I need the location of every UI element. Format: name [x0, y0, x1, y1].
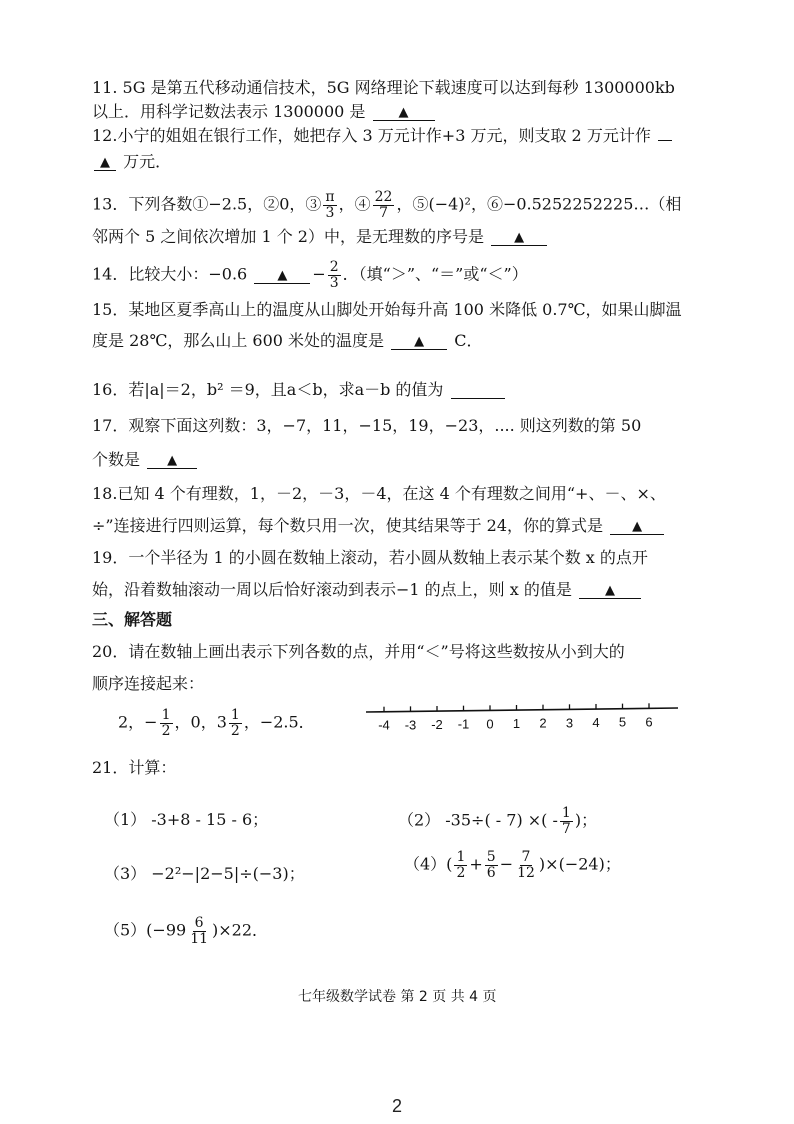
- q12-answer-blank-start[interactable]: [658, 140, 672, 141]
- page-footer: 七年级数学试卷 第 2 页 共 4 页: [298, 989, 497, 1005]
- q13-part-c: ，⑤(−4)²，⑥−0.5252252225…（相: [396, 194, 682, 214]
- number-line[interactable]: [360, 700, 690, 742]
- q15-line2: [92, 333, 483, 350]
- q21-part3: （3） −2²−|2−5|÷(−3)；: [104, 864, 305, 883]
- number-line-tick-label: 4: [592, 714, 600, 730]
- answer-triangle-icon: ▲: [604, 583, 615, 598]
- q13-part-b: ，④: [338, 194, 371, 214]
- q16-line: [92, 382, 507, 399]
- q19-line2: [92, 582, 643, 599]
- q20-line2: 顺序连接起来：: [92, 674, 205, 693]
- q11-text: 以上．用科学记数法表示 1300000 是: [92, 102, 366, 121]
- q11-answer-blank[interactable]: [373, 104, 435, 121]
- q20-frac-1-2: $\frac{1}{2}$: [161, 707, 171, 739]
- q12-line1: [92, 128, 674, 144]
- answer-triangle-icon: ▲: [632, 519, 643, 534]
- q20-numbers: 2，− $\frac{1}{2}$ ，0，3 $\frac{1}{2}$ ，−2.5．: [118, 707, 315, 739]
- q20-line1: 20．请在数轴上画出表示下列各数的点，并用“＜”号将这些数按从小到大的: [92, 642, 625, 661]
- q13-text: 邻两个 5 之间依次增加 1 个 2）中，是无理数的序号是: [92, 227, 484, 246]
- q12-tail: 万元．: [123, 152, 172, 171]
- q16-answer-blank[interactable]: [451, 382, 505, 399]
- q21-p2-frac: $\frac{1}{7}$: [561, 805, 571, 837]
- q15-answer-blank[interactable]: [391, 333, 447, 350]
- q16-text: 16．若|a|＝2，b² ＝9，且a＜b，求a－b 的值为: [92, 380, 444, 399]
- number-line-tick-label: 3: [565, 715, 574, 731]
- q21-p4-frac3: $\frac{7}{12}$: [517, 849, 535, 881]
- q14-minus: −: [312, 264, 326, 284]
- q11-line2: [92, 104, 437, 121]
- number-line-axis: [366, 708, 678, 712]
- page-number: 2: [392, 1096, 403, 1116]
- section-3-heading: 三、解答题: [92, 610, 173, 629]
- number-line-tick-label: 0: [486, 716, 494, 732]
- answer-triangle-icon: ▲: [100, 155, 110, 170]
- answer-triangle-icon: ▲: [414, 334, 425, 349]
- q21-part1: （1） -3+8 - 15 - 6；: [104, 810, 269, 829]
- q21-p5-frac: $\frac{6}{11}$: [190, 915, 209, 947]
- q14-frac-2-3: $\frac{2}{3}$: [329, 259, 339, 291]
- answer-triangle-icon: ▲: [167, 453, 178, 468]
- q17-answer-blank[interactable]: [147, 452, 197, 469]
- answer-triangle-icon: ▲: [277, 267, 288, 283]
- q13-frac-22-7: $\frac{22}{7}$: [374, 189, 393, 221]
- number-line-tick-label: -1: [457, 716, 470, 732]
- number-line-tick-label: -2: [431, 717, 443, 733]
- q18-line2: [92, 518, 666, 535]
- q14-line: [92, 260, 528, 290]
- q13-line1: [92, 190, 681, 220]
- q12-text: 12.小宁的姐姐在银行工作，她把存入 3 万元计作+3 万元，则支取 2 万元计作: [92, 126, 651, 145]
- answer-triangle-icon: ▲: [514, 230, 525, 245]
- number-line-tick-label: 6: [645, 714, 653, 730]
- q14-part-a: 14．比较大小：−0.6: [92, 264, 248, 284]
- number-line-tick-label: -4: [378, 717, 390, 733]
- number-line-tick-label: 5: [618, 714, 627, 730]
- number-line-tick-label: 1: [512, 715, 521, 731]
- q18-answer-blank[interactable]: [610, 518, 664, 535]
- answer-triangle-icon: ▲: [398, 105, 409, 120]
- q21-part2: （2） -35÷( - 7) ×( - $\frac{1}{7}$ )；: [398, 805, 598, 837]
- q21-part5: （5）(−99 $\frac{6}{11}$ )×22．: [104, 915, 269, 947]
- q14-part-c: ．（填“＞”、“＝”或“＜”）: [342, 264, 528, 284]
- q21-title: 21．计算：: [92, 758, 177, 777]
- q12-answer-blank[interactable]: [94, 154, 116, 171]
- q17-text: 个数是: [92, 450, 141, 469]
- q13-line2: [92, 229, 549, 246]
- q20-frac-mixed-1-2: $\frac{1}{2}$: [230, 707, 240, 739]
- q15-text: 度是 28℃，那么山上 600 米处的温度是: [92, 331, 385, 350]
- q11-line1: 11. 5G 是第五代移动通信技术，5G 网络理论下载速度可以达到每秒 1300000kb: [92, 78, 675, 97]
- q15-line1: 15．某地区夏季高山上的温度从山脚处开始每升高 100 米降低 0.7℃，如果山脚温: [92, 300, 682, 319]
- q21-p4-frac1: $\frac{1}{2}$: [456, 849, 466, 881]
- q19-line1: 19．一个半径为 1 的小圆在数轴上滚动，若小圆从数轴上表示某个数 x 的点开: [92, 548, 648, 567]
- q15-tail: C．: [454, 331, 483, 350]
- q13-answer-blank[interactable]: [491, 229, 547, 246]
- number-line-tick-label: -3: [404, 717, 417, 733]
- q21-p4-frac2: $\frac{5}{6}$: [486, 849, 496, 881]
- q18-text: ÷”连接进行四则运算，每个数只用一次，使其结果等于 24，你的算式是: [92, 516, 604, 535]
- q13-part-a: 13．下列各数①−2.5，②0，③: [92, 194, 322, 214]
- q14-answer-blank[interactable]: [254, 267, 310, 284]
- number-line-tick-label: 2: [539, 715, 547, 731]
- q18-line1: 18.已知 4 个有理数，1，－2，－3，－4，在这 4 个有理数之间用“+、－、×、: [92, 484, 666, 503]
- q17-line1: 17．观察下面这列数：3，−7，11，−15，19，−23，.... 则这列数的第 50: [92, 416, 642, 435]
- q19-text: 始，沿着数轴滚动一周以后恰好滚动到表示−1 的点上，则 x 的值是: [92, 580, 572, 599]
- q17-line2: [92, 452, 199, 469]
- q21-part4: （4）( $\frac{1}{2}$ + $\frac{5}{6}$ − $\frac{7}{12}$ )×(−24)；: [404, 849, 621, 881]
- q13-frac-pi-3: $\frac{\pi}{3}$: [325, 189, 335, 221]
- q12-line2: [92, 154, 171, 171]
- q19-answer-blank[interactable]: [579, 582, 641, 599]
